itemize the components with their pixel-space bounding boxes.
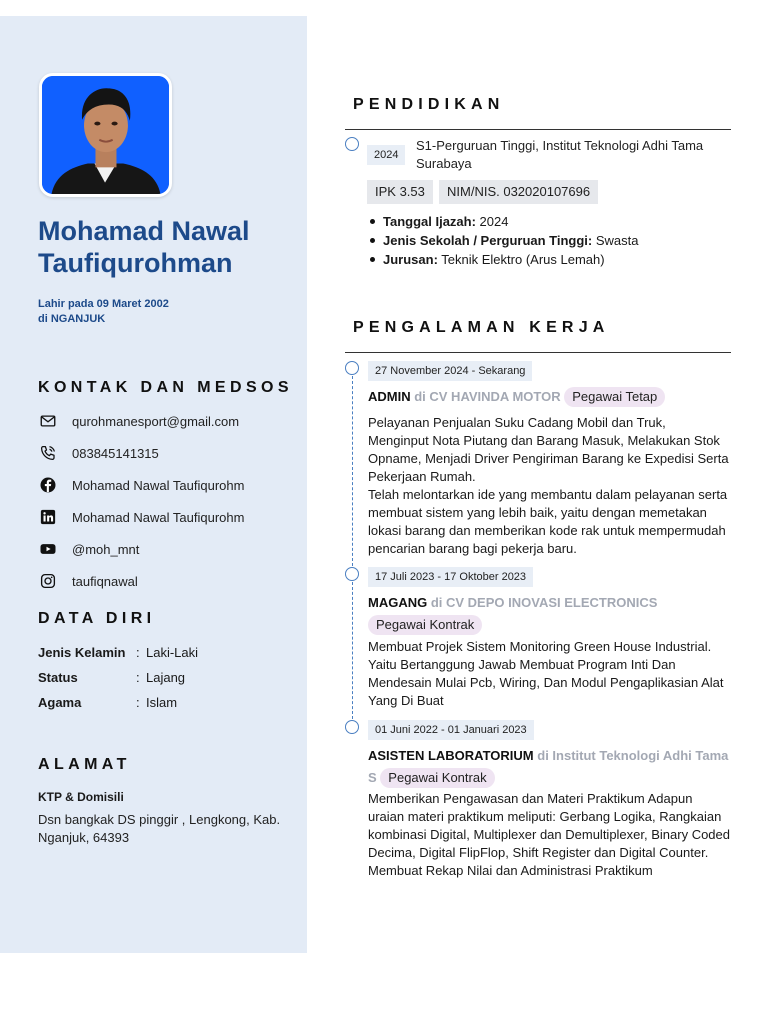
job-description [368, 638, 730, 710]
mail-icon [38, 411, 58, 431]
data-value: Lajang [146, 670, 186, 685]
data-colon: : [136, 695, 140, 710]
job-description-paragraph: Membuat Projek Sistem Monitoring Green House Industrial. Yaitu Bertanggung Jawab Membuat Program Inti Dan Mendesain Mulai Pcb, Wiring, Dan Modul Pengaplikasian Alat Yang Di Buat [368, 639, 724, 708]
job-role: ADMIN [368, 389, 411, 404]
list-item [368, 250, 728, 269]
data-value: Laki-Laki [146, 645, 199, 660]
job-description [368, 790, 730, 880]
job-description-paragraph: Memberikan Pengawasan dan Materi Praktikum Adapun uraian materi praktikum meliputi: Gerbang Logika, Rangkaian kombinasi Digital, Multiplexer dan Demultiplexer, Binary Coded Decima, Digital FlipFlop, Shift Register dan Digital Counter. [368, 791, 731, 860]
job-title [368, 745, 730, 789]
contact-email-text: qurohmanesport@gmail.com [72, 413, 240, 429]
education-school: S1-Perguruan Tinggi, Institut Teknologi Adhi Tama Surabaya [416, 138, 704, 171]
contact-youtube-text: @moh_mnt [72, 541, 140, 557]
experience-heading: PENGALAMAN KERJA [353, 319, 610, 336]
employment-type-badge: Pegawai Tetap [564, 387, 665, 407]
timeline-marker [345, 361, 359, 375]
linkedin-icon [38, 507, 58, 527]
phone-icon [38, 443, 58, 463]
facebook-icon [38, 475, 58, 495]
job-description-paragraph: Telah melontarkan ide yang membantu dalam pelayanan serta membuat sistem yang lebih baik, yaitu dengan memetakan lokasi barang dan memberikan kode rak untuk mempermudah pencarian barang bagi pekerja baru. [368, 487, 728, 556]
contact-linkedin[interactable] [38, 507, 300, 527]
contact-linkedin-text: Mohamad Nawal Taufiqurohm [72, 509, 245, 525]
candidate-name [38, 215, 298, 279]
list-item [368, 231, 728, 250]
data-value: Islam [146, 695, 178, 710]
address-text: Dsn bangkak DS pinggir , Lengkong, Kab. Nganjuk, 64393 [38, 812, 281, 845]
data-label: Agama [38, 695, 82, 710]
youtube-icon [38, 539, 58, 559]
job-role: ASISTEN LABORATORIUM [368, 748, 534, 763]
detail-label: Jenis Sekolah / Perguruan Tinggi: [383, 233, 593, 248]
data-diri-heading: DATA DIRI [38, 610, 156, 627]
timeline-marker [345, 567, 359, 581]
data-colon: : [136, 670, 140, 685]
section-divider [345, 352, 731, 353]
section-divider [345, 129, 731, 130]
detail-value: 2024 [475, 214, 509, 229]
job-company: di CV DEPO INOVASI ELECTRONICS [427, 595, 658, 610]
birth-place: di NGANJUK [38, 313, 106, 325]
job-company: di Institut Teknologi Adhi Tama S [368, 748, 729, 785]
name-line-2: Taufiqurohman [38, 248, 233, 278]
job-description-paragraph: Pelayanan Penjualan Suku Cadang Mobil dan Truk, Menginput Nota Piutang dan Barang Masuk, Melakukan Stok Opname, Menjadi Driver Pengiriman Barang ke Expedisi Serta Pekerjaan Rumah. [368, 415, 729, 484]
contact-email[interactable] [38, 411, 300, 431]
address-label: KTP & Domisili [38, 790, 124, 804]
detail-value: Teknik Elektro (Arus Lemah) [437, 252, 605, 267]
job-period: 01 Juni 2022 - 01 Januari 2023 [368, 720, 534, 740]
list-item [368, 212, 728, 231]
contact-youtube[interactable] [38, 539, 300, 559]
data-label: Jenis Kelamin [38, 645, 126, 660]
timeline-marker [345, 720, 359, 734]
instagram-icon [38, 571, 58, 591]
name-line-1: Mohamad Nawal [38, 216, 250, 246]
contact-facebook[interactable] [38, 475, 300, 495]
timeline-line [352, 582, 353, 719]
contact-instagram[interactable] [38, 571, 300, 591]
job-period: 27 November 2024 - Sekarang [368, 361, 532, 381]
job-title [368, 386, 730, 408]
job-role: MAGANG [368, 595, 428, 610]
education-heading: PENDIDIKAN [353, 96, 505, 113]
data-colon: : [136, 645, 140, 660]
birth-date: Lahir pada 09 Maret 2002 [38, 298, 169, 310]
job-title [368, 592, 730, 636]
detail-label: Tanggal Ijazah: [383, 214, 476, 229]
detail-label: Jurusan: [383, 252, 438, 267]
detail-value: Swasta [592, 233, 639, 248]
employment-type-badge: Pegawai Kontrak [380, 768, 494, 788]
birth-info [38, 297, 169, 327]
job-description-paragraph: Membuat Rekap Nilai dan Administrasi Praktikum [368, 863, 653, 878]
timeline-line [352, 376, 353, 566]
job-description [368, 414, 730, 558]
contact-heading: KONTAK DAN MEDSOS [38, 379, 293, 396]
employment-type-badge: Pegawai Kontrak [368, 615, 482, 635]
education-details [368, 212, 728, 269]
ipk-chip: IPK 3.53 [367, 180, 433, 204]
data-label: Status [38, 670, 78, 685]
contact-facebook-text: Mohamad Nawal Taufiqurohm [72, 477, 245, 493]
job-company: di CV HAVINDA MOTOR [410, 389, 561, 404]
nim-chip: NIM/NIS. 032020107696 [439, 180, 598, 204]
profile-photo [39, 73, 172, 197]
contact-phone[interactable] [38, 443, 300, 463]
timeline-marker [345, 137, 359, 151]
contact-phone-text: 083845141315 [72, 445, 159, 461]
education-year: 2024 [367, 145, 405, 165]
job-period: 17 Juli 2023 - 17 Oktober 2023 [368, 567, 533, 587]
alamat-heading: ALAMAT [38, 756, 131, 773]
contact-instagram-text: taufiqnawal [72, 573, 138, 589]
